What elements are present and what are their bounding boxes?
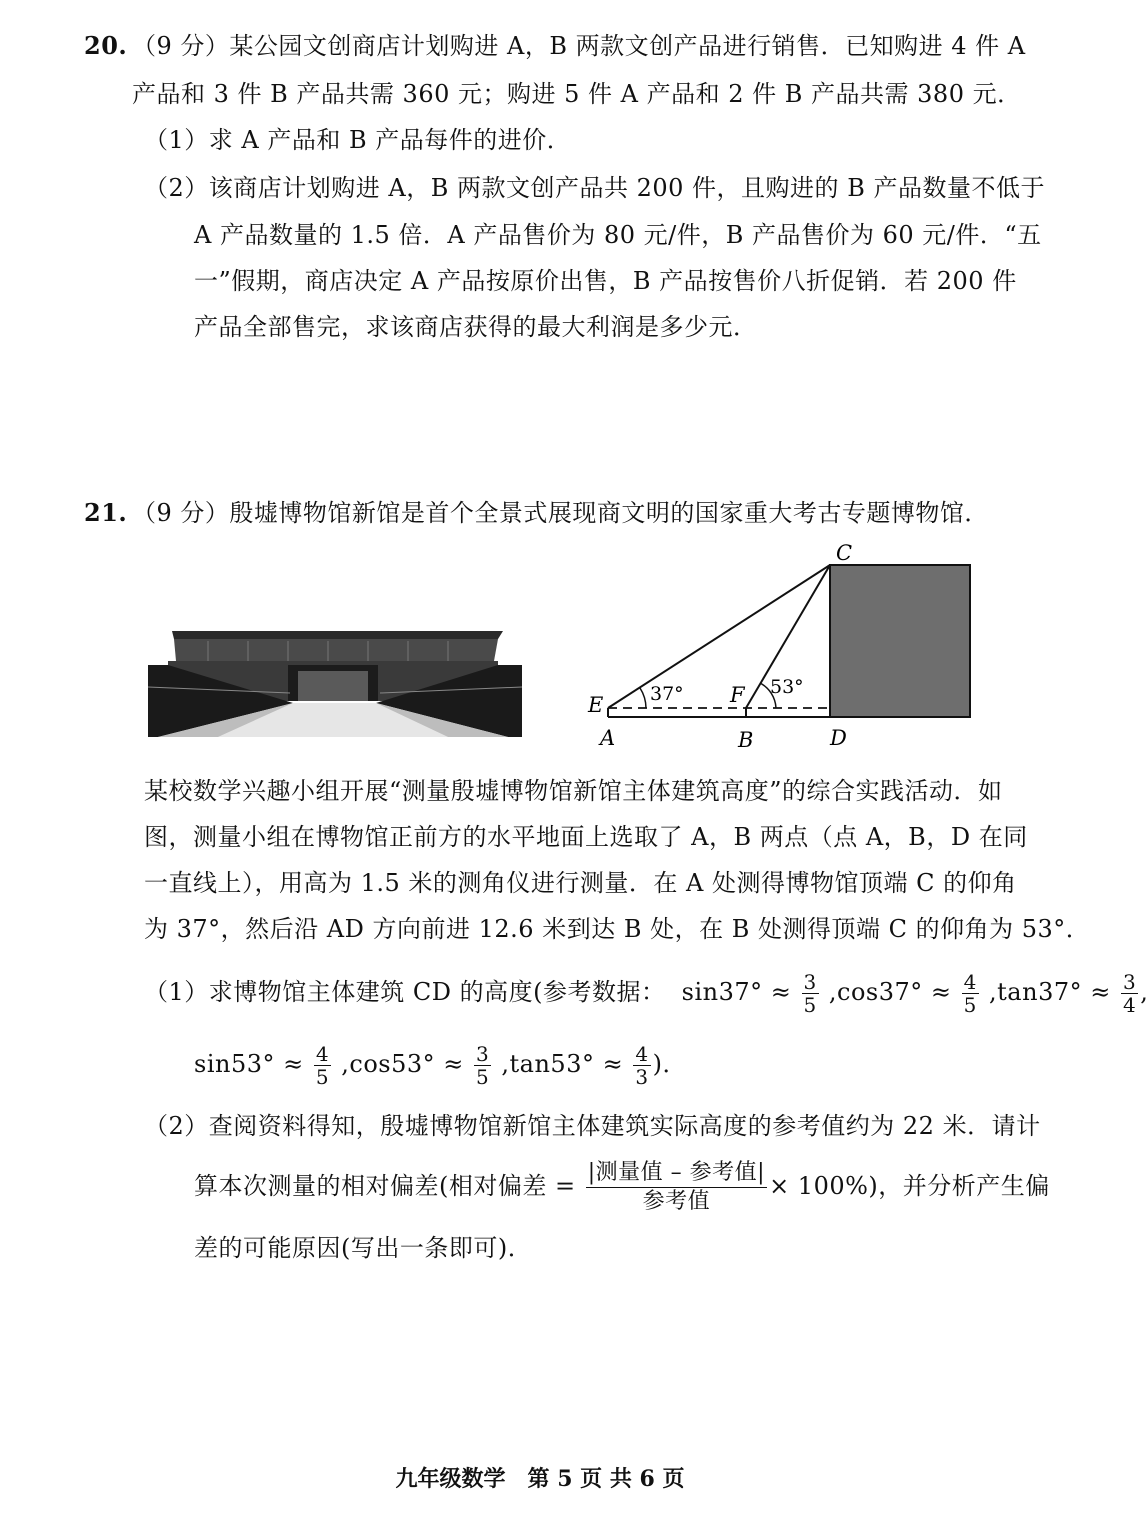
label-a: A — [600, 726, 616, 750]
q21-part2-line1: （2）查阅资料得知，殷墟博物馆新馆主体建筑实际高度的参考值约为 22 米．请计 — [144, 1112, 1041, 1140]
relative-deviation-fraction — [586, 1159, 767, 1216]
q21-part1-line1 — [144, 970, 1148, 1016]
ref-cos37-den: 5 — [963, 993, 977, 1017]
q20-part2-line1: （2）该商店计划购进 A，B 两款文创产品共 200 件，且购进的 B 产品数量不低于 — [144, 174, 1045, 202]
q21-part2-line3: 差的可能原因(写出一条即可)． — [194, 1234, 533, 1262]
ref-cos53-den: 5 — [476, 1065, 490, 1089]
angle-37-label: 37° — [650, 683, 684, 705]
building-rect — [830, 565, 970, 717]
ref-sin37-frac — [802, 971, 819, 1016]
label-f: F — [730, 683, 745, 707]
q21-part2-suffix: × 100%)，并分析产生偏 — [769, 1172, 1050, 1200]
q20-part1: （1）求 A 产品和 B 产品每件的进价． — [144, 126, 572, 154]
label-e: E — [588, 693, 604, 717]
q21-body-line1: 某校数学兴趣小组开展“测量殷墟博物馆新馆主体建筑高度”的综合实践活动．如 — [144, 777, 1003, 805]
q21-part2-prefix: 算本次测量的相对偏差(相对偏差 = — [194, 1172, 576, 1200]
ref-sin37: sin37° ≈ — [681, 978, 792, 1006]
q21-body-line3: 一直线上），用高为 1.5 米的测角仪进行测量．在 A 处测得博物馆顶端 C 的仰角 — [144, 869, 1017, 897]
ref-tan37-num: 3 — [1123, 970, 1137, 994]
ref-sin53-num: 4 — [315, 1042, 330, 1066]
q21-body-line2: 图，测量小组在博物馆正前方的水平地面上选取了 A，B 两点（点 A，B，D 在同 — [144, 823, 1028, 851]
ref-tan53-frac — [633, 1043, 650, 1088]
ref-cos53: ,cos53° ≈ — [341, 1050, 464, 1078]
q20-part2-line4: 产品全部售完，求该商店获得的最大利润是多少元． — [194, 313, 758, 341]
q20-part2-line3: 一”假期，商店决定 A 产品按原价出售，B 产品按售价八折促销．若 200 件 — [194, 267, 1017, 295]
label-c: C — [836, 541, 853, 565]
q21-part1-prefix: （1）求博物馆主体建筑 CD 的高度(参考数据： — [144, 978, 666, 1006]
ref-tan37-frac — [1121, 971, 1138, 1016]
fraction-denominator: 参考值 — [642, 1189, 711, 1214]
q20-number: 20. — [84, 31, 128, 60]
q21-body-line4: 为 37°，然后沿 AD 方向前进 12.6 米到达 B 处，在 B 处测得顶端 C 的仰角为 53°． — [144, 915, 1091, 943]
ref-tail: )． — [652, 1050, 687, 1078]
ref-cos53-num: 3 — [476, 1042, 490, 1066]
fraction-numerator: |测量值 – 参考值| — [586, 1159, 767, 1188]
ref-sin53: sin53° ≈ — [194, 1050, 304, 1078]
q21-line1: （9 分）殷墟博物馆新馆是首个全景式展现商文明的国家重大考古专题博物馆． — [132, 499, 989, 527]
ref-tan53-num: 4 — [635, 1042, 649, 1066]
angle-53-label: 53° — [770, 676, 804, 698]
page-footer: 九年级数学 第 5 页 共 6 页 — [395, 1466, 685, 1492]
q20-line1: （9 分）某公园文创商店计划购进 A，B 两款文创产品进行销售．已知购进 4 件 A — [132, 32, 1026, 60]
ref-sin53-frac — [314, 1043, 331, 1088]
q20-part2-line2: A 产品数量的 1.5 倍．A 产品售价为 80 元/件，B 产品售价为 60 元/件．“五 — [194, 221, 1042, 249]
geometry-diagram — [580, 540, 990, 760]
ref-tan53: ,tan53° ≈ — [501, 1050, 624, 1078]
ref-tan37-den: 4 — [1123, 993, 1137, 1017]
ref-cos37-frac — [962, 971, 979, 1016]
ref-sin37-den: 5 — [803, 993, 817, 1017]
ref-cos37-num: 4 — [963, 970, 977, 994]
q21-part2-line2 — [194, 1158, 1050, 1216]
ref-sin53-den: 5 — [315, 1065, 330, 1089]
label-b: B — [738, 728, 754, 752]
ref-tan37: ,tan37° ≈ — [989, 978, 1111, 1006]
museum-photo — [148, 625, 522, 740]
ref-tan37-end: , — [1140, 978, 1148, 1006]
ref-cos53-frac — [474, 1043, 491, 1088]
label-d: D — [830, 726, 847, 750]
q21-number: 21. — [84, 498, 128, 527]
ref-sin37-num: 3 — [803, 970, 817, 994]
q21-part1-line2 — [194, 1042, 687, 1088]
ref-tan53-den: 3 — [635, 1065, 649, 1089]
ref-cos37: ,cos37° ≈ — [828, 978, 952, 1006]
q20-line2: 产品和 3 件 B 产品共需 360 元；购进 5 件 A 产品和 2 件 B 产品共需 380 元． — [132, 80, 1022, 108]
